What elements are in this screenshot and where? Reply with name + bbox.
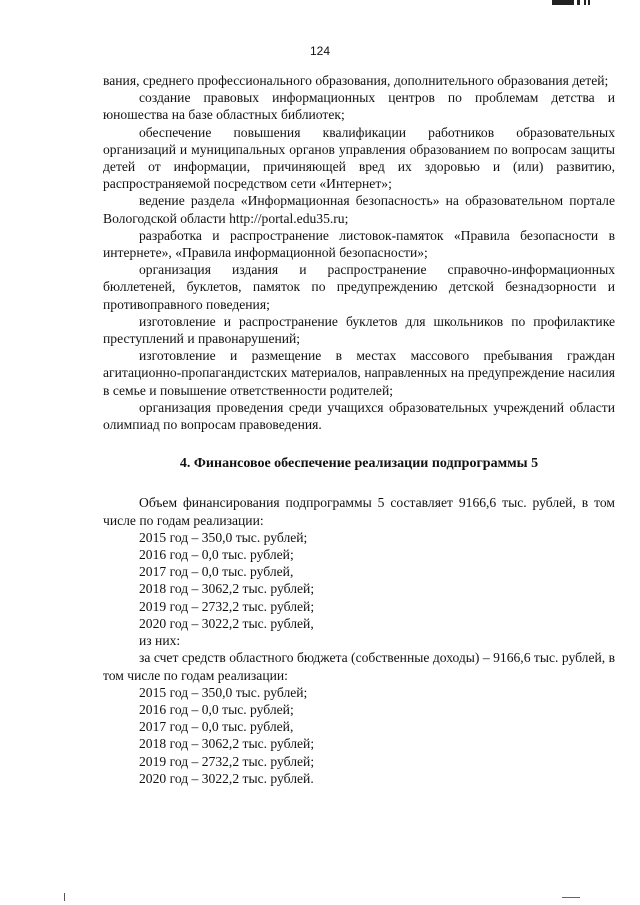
year-line: 2018 год – 3062,2 тыс. рублей;	[139, 736, 315, 752]
paragraph: вания, среднего профессионального образования, дополнительного образования детей;	[103, 73, 609, 88]
year-line: 2020 год – 3022,2 тыс. рублей.	[139, 770, 314, 786]
year-line: 2016 год – 0,0 тыс. рублей;	[139, 701, 294, 717]
paragraph: ведение раздела «Информационная безопасность» на образовательном портале Вологодской области http://portal.edu35.ru;	[103, 193, 615, 226]
document-body	[103, 72, 615, 787]
year-line: 2017 год – 0,0 тыс. рублей,	[139, 719, 294, 735]
paragraph: организация проведения среди учащихся образовательных учреждений области олимпиад по вопросам правоведения.	[103, 399, 615, 433]
scan-artifact-left	[64, 893, 65, 901]
year-line: 2019 год – 2732,2 тыс. рублей;	[139, 753, 315, 769]
page-number: 124	[309, 44, 331, 58]
scan-artifact-top	[552, 0, 596, 5]
financing-intro: Объем финансирования подпрограммы 5 составляет 9166,6 тыс. рублей, в том числе по годам реализации:	[103, 495, 615, 528]
year-line: 2015 год – 350,0 тыс. рублей;	[139, 529, 308, 545]
year-line: 2017 год – 0,0 тыс. рублей,	[139, 564, 294, 580]
paragraph: создание правовых информационных центров по проблемам детства и юношества на базе областных библиотек;	[103, 90, 615, 123]
paragraph: изготовление и распространение буклетов для школьников по профилактике преступлений и правонарушений;	[103, 313, 615, 347]
section-heading: 4. Финансовое обеспечение реализации подпрограммы 5	[179, 456, 539, 472]
year-line: 2016 год – 0,0 тыс. рублей;	[139, 547, 294, 563]
scan-artifact-right	[562, 897, 580, 898]
regional-budget-line: за счет средств областного бюджета (собственные доходы) – 9166,6 тыс. рублей, в том числе по годам реализации:	[103, 650, 615, 683]
of-them-label: из них:	[139, 633, 181, 649]
year-line: 2020 год – 3022,2 тыс. рублей,	[139, 615, 314, 631]
year-line: 2015 год – 350,0 тыс. рублей;	[139, 684, 308, 700]
year-line: 2019 год – 2732,2 тыс. рублей;	[139, 598, 315, 614]
paragraph: изготовление и размещение в местах массового пребывания граждан агитационно-пропагандистских материалов, направленных на предупреждение насилия в семье и повышение ответственности родителей;	[103, 348, 615, 398]
paragraph: разработка и распространение листовок-памяток «Правила безопасности в интернете», «Правила информационной безопасности»;	[103, 227, 615, 261]
year-line: 2018 год – 3062,2 тыс. рублей;	[139, 581, 315, 597]
paragraph: обеспечение повышения квалификации работников образовательных организаций и муниципальных органов управления образованием по вопросам защиты детей от информации, причиняющей вред их здоровью и (или) развитию, распространяемой посредством сети «Интернет»;	[103, 124, 615, 192]
paragraph: организация издания и распространение справочно-информационных бюллетеней, буклетов, памяток по предупреждению детской безнадзорности и противоправного поведения;	[103, 262, 615, 312]
